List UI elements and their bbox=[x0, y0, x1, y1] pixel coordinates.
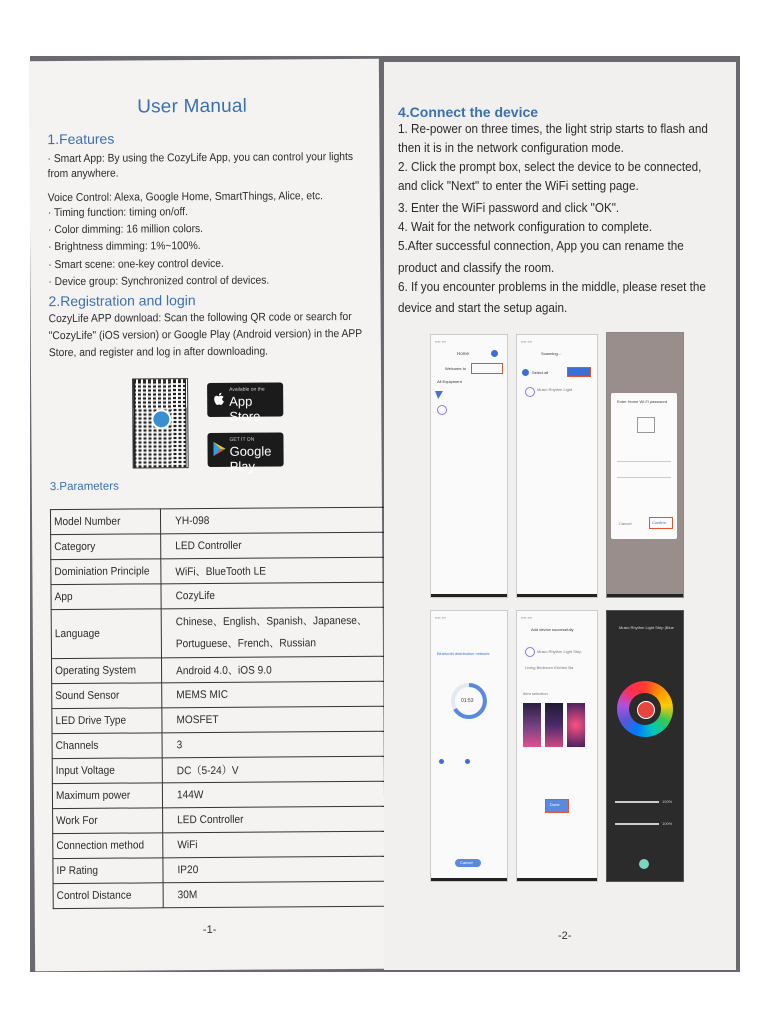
checkbox-icon bbox=[522, 369, 529, 376]
param-key: Category bbox=[54, 540, 96, 554]
param-key: Control Distance bbox=[56, 889, 132, 903]
manual-page-left bbox=[29, 59, 385, 971]
home-title: Home bbox=[457, 351, 470, 356]
param-key: Connection method bbox=[56, 839, 145, 853]
instruction-line: 6. If you encounter problems in the middle, please reset the bbox=[398, 280, 706, 294]
param-value: 3 bbox=[176, 739, 183, 752]
param-key: Model Number bbox=[54, 515, 121, 529]
countdown-timer: 01:53 bbox=[461, 698, 474, 704]
badge-small-text: Available on the bbox=[229, 386, 265, 393]
saturation-slider bbox=[615, 823, 659, 825]
add-icon bbox=[491, 350, 498, 357]
table-row bbox=[52, 706, 388, 733]
device-title: Music Rhythm Light Strip (Blue bbox=[619, 625, 674, 630]
qr-code bbox=[132, 378, 189, 468]
param-key: Maximum power bbox=[55, 789, 131, 803]
step-dot bbox=[465, 759, 470, 764]
table-row bbox=[53, 856, 389, 883]
instruction-line: product and classify the room. bbox=[398, 261, 555, 275]
param-value: Android 4.0、iOS 9.0 bbox=[176, 664, 273, 678]
saturation-value: 100% bbox=[662, 821, 673, 826]
brightness-slider bbox=[615, 801, 659, 803]
param-value: 30M bbox=[177, 889, 198, 902]
param-value: WiFi bbox=[177, 839, 198, 852]
instruction-line: and click "Next" to enter the WiFi setting page. bbox=[398, 179, 639, 193]
apple-icon bbox=[213, 391, 225, 407]
registration-line: Store, and register and log in after downloading. bbox=[48, 345, 269, 360]
prompt-highlight bbox=[471, 363, 503, 374]
success-title: Add device successfully bbox=[531, 627, 574, 632]
google-play-badge bbox=[207, 432, 283, 474]
scene-thumb bbox=[545, 703, 563, 747]
table-row bbox=[52, 781, 388, 808]
voice-control-line: Voice Control: Alexa, Google Home, SmartThings, Alice, etc. bbox=[47, 190, 323, 205]
smart-app-line-1: · Smart App: By using the CozyLife App, you can control your lights bbox=[47, 150, 354, 166]
screenshot-scanning: ▪▪▪▪ ▪▪▪ Scanning... Select all Music Rhythm Light bbox=[516, 334, 598, 598]
page-number: -2- bbox=[558, 930, 572, 942]
param-key: Dominiation Principle bbox=[54, 565, 150, 579]
features-heading: 1.Features bbox=[47, 130, 115, 148]
cozylife-logo-icon bbox=[151, 409, 171, 429]
instruction-line: then it is in the network configuration mode. bbox=[398, 141, 624, 155]
manual-page-right bbox=[384, 62, 736, 970]
param-value: Chinese、English、Spanish、Japanese、 bbox=[176, 614, 368, 629]
param-value: CozyLife bbox=[175, 589, 216, 603]
param-key: Channels bbox=[55, 739, 99, 753]
scanning-title: Scanning... bbox=[541, 351, 562, 356]
cancel-button: Cancel bbox=[619, 521, 632, 526]
screenshot-color-wheel bbox=[606, 610, 684, 882]
param-value: LED Controller bbox=[175, 539, 242, 553]
table-row bbox=[51, 656, 387, 683]
screenshot-home: ▪▪▪▪ ▪▪▪ Home Welcome to All Equipment bbox=[430, 334, 508, 598]
param-key: LED Drive Type bbox=[55, 714, 127, 728]
lamp-icon bbox=[525, 387, 535, 397]
smart-app-line-2: from anywhere. bbox=[47, 167, 119, 181]
wifi-dialog bbox=[611, 393, 677, 539]
registration-line: "CozyLife" (iOS version) or Google Play (Android version) in the APP bbox=[48, 327, 363, 343]
badge-big-text: Google Play bbox=[229, 443, 272, 474]
feature-bullet: · Device group: Synchronized control of devices. bbox=[48, 274, 270, 289]
recommend-label: Item selection bbox=[523, 691, 548, 696]
table-row bbox=[52, 731, 388, 758]
table-row bbox=[51, 532, 387, 559]
table-row bbox=[53, 831, 389, 858]
room-tabs: Living Bedroom Kitchen Ba bbox=[525, 665, 574, 670]
badge-big-text: App Store bbox=[229, 393, 261, 424]
brightness-value: 100% bbox=[662, 799, 673, 804]
param-key: Work For bbox=[56, 814, 98, 828]
scene-thumb bbox=[567, 703, 585, 747]
badge-small-text: GET IT ON bbox=[229, 436, 255, 443]
param-value: MOSFET bbox=[176, 713, 219, 727]
bt-network-title: Bluetooth distribution network bbox=[437, 651, 490, 656]
feature-bullet: · Brightness dimming: 1%~100%. bbox=[48, 240, 201, 254]
google-play-icon bbox=[212, 441, 226, 457]
param-key: Operating System bbox=[55, 664, 137, 678]
lamp-icon bbox=[437, 405, 447, 415]
page-number: -1- bbox=[202, 923, 217, 937]
parameters-heading: 3.Parameters bbox=[49, 480, 119, 494]
table-row bbox=[53, 881, 389, 908]
device-icon bbox=[435, 391, 443, 399]
color-wheel bbox=[617, 681, 673, 737]
all-equipment-tab: All Equipment bbox=[437, 379, 462, 384]
param-value: 144W bbox=[177, 789, 204, 802]
lamp-icon bbox=[525, 647, 535, 657]
mode-button bbox=[639, 859, 649, 869]
step-dot bbox=[439, 759, 444, 764]
screenshot-wifi-dialog bbox=[606, 332, 684, 598]
table-row bbox=[53, 806, 389, 833]
screenshot-add-success: ▪▪▪▪ ▪▪▪ Add device successfully Music Rhythm Light Strip Living Bedroom Kitchen Ba Item selection Done bbox=[516, 610, 598, 882]
table-row bbox=[50, 507, 386, 534]
instruction-line: 2. Click the prompt box, select the device to be connected, bbox=[398, 160, 702, 174]
table-row bbox=[52, 756, 388, 783]
color-picker-thumb bbox=[637, 701, 655, 719]
instruction-line: 4. Wait for the network configuration to complete. bbox=[398, 220, 653, 234]
param-value: MEMS MIC bbox=[176, 688, 229, 702]
router-icon bbox=[637, 417, 655, 433]
device-name: Music Rhythm Light Strip bbox=[537, 649, 582, 654]
welcome-text: Welcome to bbox=[445, 366, 467, 371]
feature-bullet: · Color dimming: 16 million colors. bbox=[47, 223, 204, 237]
registration-line: CozyLife APP download: Scan the following QR code or search for bbox=[48, 310, 352, 326]
param-value: IP20 bbox=[177, 864, 199, 877]
param-key: IP Rating bbox=[56, 864, 98, 878]
table-row bbox=[51, 607, 388, 658]
instruction-line: device and start the setup again. bbox=[398, 301, 568, 315]
instruction-line: 1. Re-power on three times, the light strip starts to flash and bbox=[398, 122, 708, 136]
next-button bbox=[567, 367, 591, 377]
cancel-label: Cancel bbox=[460, 860, 473, 865]
param-key: Input Voltage bbox=[55, 764, 115, 778]
app-store-badge bbox=[207, 382, 283, 424]
page-title: User Manual bbox=[137, 95, 248, 118]
table-row bbox=[51, 582, 387, 609]
registration-heading: 2.Registration and login bbox=[48, 292, 196, 310]
param-key: Language bbox=[54, 627, 100, 641]
feature-bullet: · Smart scene: one-key control device. bbox=[48, 257, 224, 272]
parameters-table bbox=[50, 507, 390, 909]
table-row bbox=[52, 681, 388, 708]
instruction-line: 3. Enter the WiFi password and click "OK". bbox=[398, 201, 620, 215]
param-key: Sound Sensor bbox=[55, 689, 120, 703]
device-name: Music Rhythm Light bbox=[537, 387, 573, 392]
param-value: DC（5-24）V bbox=[177, 764, 240, 778]
confirm-button: Confirm bbox=[652, 520, 667, 525]
param-key: App bbox=[54, 590, 73, 604]
param-value: Portuguese、French、Russian bbox=[176, 637, 317, 651]
scene-thumb bbox=[523, 703, 541, 747]
table-row bbox=[51, 557, 387, 584]
instruction-line: 5.After successful connection, App you can rename the bbox=[398, 239, 684, 253]
param-value: LED Controller bbox=[177, 813, 244, 827]
screenshot-bluetooth-network: ▪▪▪▪ ▪▪▪ Bluetooth distribution network 01:53 Cancel bbox=[430, 610, 508, 882]
done-label: Done bbox=[550, 802, 560, 807]
select-all-label: Select all bbox=[532, 370, 549, 375]
param-value: YH-098 bbox=[175, 514, 210, 528]
connect-heading: 4.Connect the device bbox=[398, 104, 539, 120]
param-value: WiFi、BlueTooth LE bbox=[175, 565, 267, 579]
feature-bullet: · Timing function: timing on/off. bbox=[47, 206, 188, 220]
dialog-title: Enter Home Wi-Fi password bbox=[617, 399, 668, 404]
